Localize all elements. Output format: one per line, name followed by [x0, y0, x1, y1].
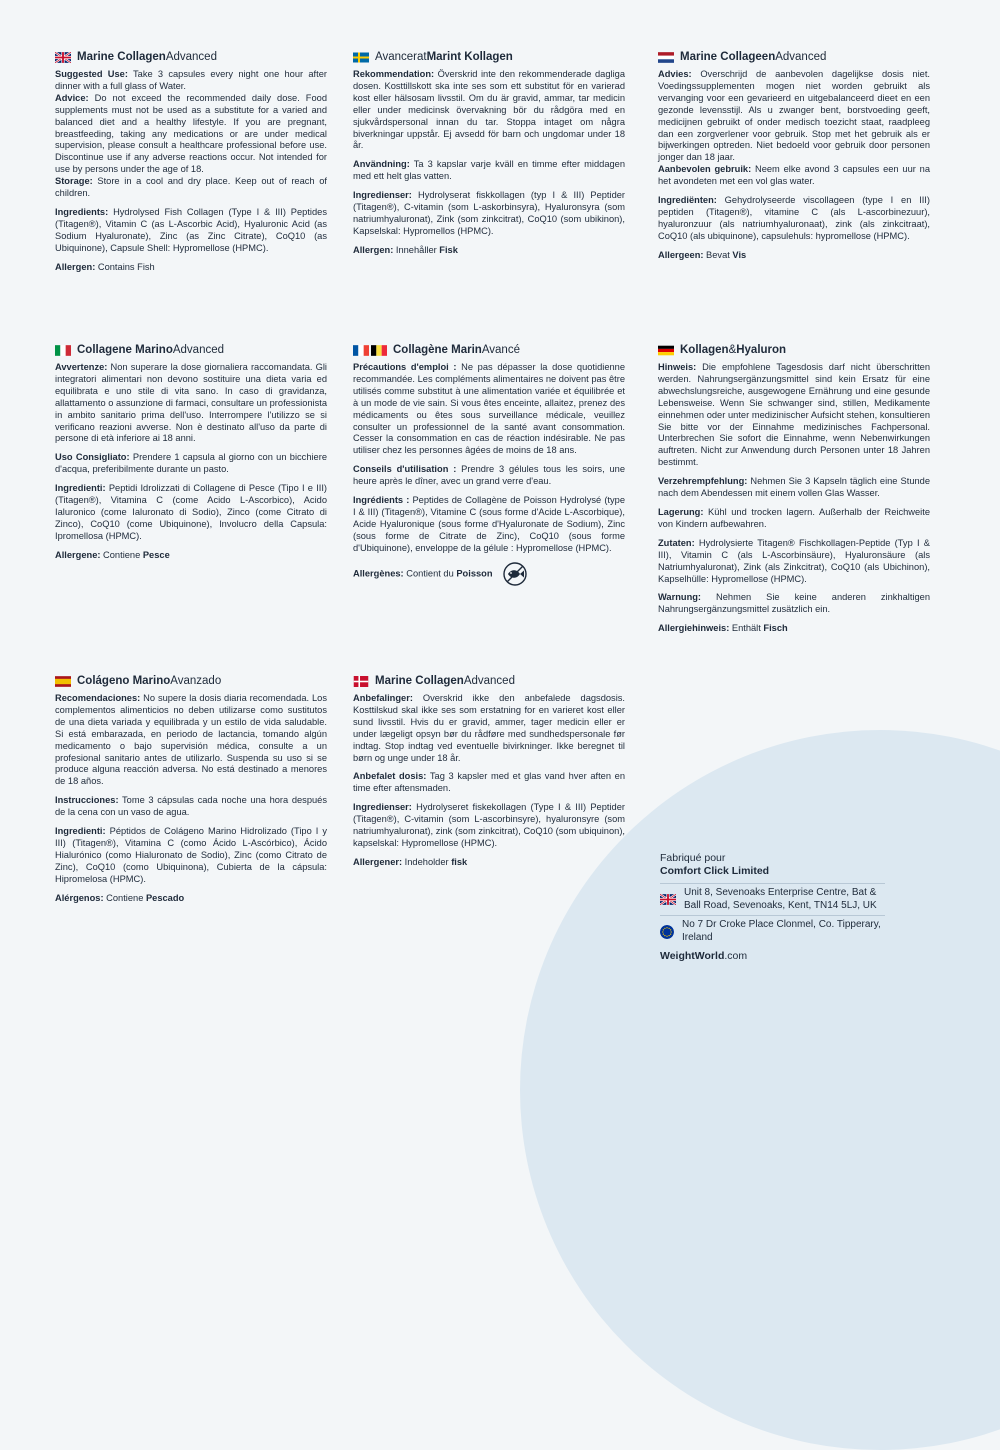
ingredients-text: Zutaten: Hydrolysierte Titagen® Fischkollagen-Peptide (Typ I & III), Vitamin C (als L-Ascorbinsäure), Hyaluronsäure (als Natriumhyaluronat), Zink (als Zinkcitrat), CoQ10 (als Ubichinon), Kapselhülle: Hypromellose (HPMC).	[658, 537, 930, 584]
ingredients-text: Ingredients: Hydrolysed Fish Collagen (Type I & III) Peptides (Titagen®), Vitamin C (as L-Ascorbic Acid), Hyaluronic Acid (as Sodium Hyaluronate), Zinc (as Zinc Citrate), CoQ10 (as Ubiquinone), Capsule Shell: Hypromellose (HPMC).	[55, 206, 327, 253]
germany-flag-icon	[658, 345, 674, 356]
usage-text: Uso Consigliato: Prendere 1 capsula al giorno con un bicchiere d'acqua, preferibilmente durante un pasto.	[55, 452, 327, 475]
card-dutch	[658, 51, 930, 269]
ingredients-text: Ingredienti: Péptidos de Colágeno Marino Hidrolizado (Tipo I y III) (Titagen®), Vitamina C (como Ácido L-Ascórbico), Ácido Hialurónico (como Hialuronato de Sodio), Zinc (como Citrato de Zinc), CoQ10 (como Ubiquinona), Cubierta de la cápsula: Hipromelosa (HPMC).	[55, 826, 327, 884]
usage-text: Aanbevolen gebruik: Neem elke avond 3 capsules een uur na het avondeten met een vol glas water.	[658, 164, 930, 187]
france-flag-icon	[353, 345, 369, 356]
card-french	[353, 344, 625, 593]
spain-flag-icon	[55, 676, 71, 687]
warning-text: Warnung: Nehmen Sie keine anderen zinkhaltigen Nahrungsergänzungsmittel zusätzlich ein.	[658, 592, 930, 615]
uk-address: Unit 8, Sevenoaks Enterprise Centre, Bat & Ball Road, Sevenoaks, Kent, TN14 5LJ, UK	[684, 887, 877, 911]
card-spanish	[55, 675, 327, 912]
manufacturer-address	[660, 852, 885, 963]
netherlands-flag-icon	[658, 52, 674, 63]
recommendations-text: Anbefalinger: Overskrid ikke den anbefalede dagsdosis. Kosttilskud skal ikke ses som erstatning for en varieret kost eller sund livsstil. Hvis du er gravid, ammer, tager medicin eller er under lægeligt opsyn bør du rådføre med sundhedspersonale før indtag. Stop indtag ved eventuelle bivirkninger. Ikke beregnet til børn og unge under 18 år.	[353, 693, 625, 763]
allergen-text: Allergeen: Bevat Vis	[658, 249, 747, 260]
recommendations-text: Recomendaciones: No supere la dosis diaria recomendada. Los complementos alimenticios no deben utilizarse como sustitutos de una dieta variada y equilibrada y un estilo de vida saludable. Si está embarazada, en periodo de lactancia, tomando algún medicamento o bajo supervisión médica, consulte a un profesional sanitario antes de utilizarlo. Suspenda su uso si se produce alguna reacción adversa. No está destinado a menores de 18 años.	[55, 693, 327, 787]
ingredients-text: Ingrédients : Peptides de Collagène de Poisson Hydrolysé (type I & III) (Titagen®), Vitamine C (sous forme d'Acide L-Ascorbique), Acide Hyaluronique (sous forme d'Hyaluronate de Sodium), Zinc (sous forme de Citrate de Zinc), CoQ10 (sous forme d'Ubiquinone), enveloppe de la gélule : Hypromellose (HPMC).	[353, 495, 625, 553]
allergen-text: Allergen: Innehåller Fisk	[353, 244, 458, 255]
allergen-text: Alérgenos: Contiene Pescado	[55, 892, 185, 903]
company-name: Comfort Click Limited	[660, 864, 770, 877]
ie-address: No 7 Dr Croke Place Clonmel, Co. Tipperary, Ireland	[682, 919, 881, 943]
usage-text: Instrucciones: Tome 3 cápsulas cada noche una hora después de la cena con un vaso de agua.	[55, 795, 327, 818]
uk-flag-icon	[55, 52, 71, 63]
advice-text: Advies: Overschrijd de aanbevolen dagelijkse dosis niet. Voedingssupplementen mogen niet worden gebruikt als vervanging voor een gevarieerd en uitgebalanceerd dieet en een gezonde levensstijl. Als u zwanger bent, borstvoeding geeft, medicijnen gebruikt of onder medisch toezicht staat, raadpleeg dan een zorgverlener voor gebruik. Stop met het gebruik als er bijwerkingen optreden. Niet bedoeld voor gebruik door personen jonger dan 18 jaar.	[658, 69, 930, 163]
website: WeightWorld.com	[660, 950, 748, 962]
card-swedish	[353, 51, 625, 264]
usage-text: Conseils d'utilisation : Prendre 3 gélules tous les soirs, une heure après le dîner, avec un grand verre d'eau.	[353, 464, 625, 487]
allergen-text: Allergiehinweis: Enthält Fisch	[658, 623, 788, 634]
usage-text: Verzehrempfehlung: Nehmen Sie 3 Kapseln täglich eine Stunde nach dem Abendessen mit einem vollen Glas Wasser.	[658, 476, 930, 499]
card-title: Marine Collagen Advanced	[55, 51, 327, 64]
storage-text: Lagerung: Kühl und trocken lagern. Außerhalb der Reichweite von Kindern aufbewahren.	[658, 506, 930, 529]
card-title: Collagène Marin Avancé	[353, 344, 625, 357]
italy-flag-icon	[55, 345, 71, 356]
made-for-label: Fabriqué pour	[660, 852, 726, 864]
precautions-text: Précautions d'emploi : Ne pas dépasser la dose quotidienne recommandée. Les compléments alimentaires ne doivent pas être utilisés comme substitut à une alimentation variée et équilibrée et à un mode de vie sain. Si vous êtes enceinte, allaitez, prenez des médicaments ou êtes sous surveillance médicale, veuillez consulter un professionnel de la santé avant consommation. Cesser la consommation en cas de réaction indésirable. Ne pas utiliser chez les personnes âgées de moins de 18 ans.	[353, 362, 625, 456]
usage-text: Användning: Ta 3 kapslar varje kväll en timme efter middagen med ett helt glas vatten.	[353, 159, 625, 182]
card-title: Colágeno Marino Avanzado	[55, 675, 327, 688]
fish-allergen-icon	[503, 562, 527, 586]
storage-text: Storage: Store in a cool and dry place. Keep out of reach of children.	[55, 176, 327, 199]
card-german	[658, 344, 930, 642]
card-title: Marine Collagen Advanced	[353, 675, 625, 688]
allergen-text: Allergener: Indeholder fisk	[353, 856, 468, 867]
card-title: Kollagen & Hyaluron	[658, 344, 930, 357]
ie-address-row	[660, 915, 885, 947]
notice-text: Hinweis: Die empfohlene Tagesdosis darf nicht überschritten werden. Nahrungsergänzungsmittel sind kein Ersatz für eine abwechslungsreiche, ausgewogene Ernährung und eine gesunde Lebensweise. Wenn Sie schwanger sind, stillen, Medikamente einnehmen oder unter medizinischer Aufsicht stehen, konsultieren Sie bitte vor der Einnahme medizinisches Fachpersonal. Unterbrechen Sie sofort die Einnahme, wenn Nebenwirkungen auftreten. Nicht zur Anwendung durch Personen unter 18 Jahren bestimmt.	[658, 362, 930, 468]
usage-text: Anbefalet dosis: Tag 3 kapsler med et glas vand hver aften en time efter aftensmaden.	[353, 771, 625, 794]
ingredients-text: Ingredienti: Peptidi Idrolizzati di Collagene di Pesce (Tipo I e III) (Titagen®), Vitamina C (come Acido L-Ascorbico), Acido Ialuronico (come Ialuronato di Sodio), Zinco (come Citrato di Zinco), CoQ10 (come Ubiquinone), Involucro della Capsula: Ipromellosa (HPMC).	[55, 483, 327, 541]
allergen-text: Allergen: Contains Fish	[55, 261, 155, 272]
recommendation-text: Rekommendation: Överskrid inte den rekommenderade dagliga dosen. Kosttillskott ska inte ses som ett substitut för en varierad kost eller hälsosam livsstil. Om du är gravid, ammar, tar medicin eller under medicinsk övervakning bör du rådgöra med en sjukvårdspersonal innan du tar. Stoppa intaget om några biverkningar uppstår. Ej avsedd för barn och ungdomar under 18 år.	[353, 69, 625, 151]
belgium-flag-icon	[371, 345, 387, 356]
card-title: Marine Collageen Advanced	[658, 51, 930, 64]
denmark-flag-icon	[353, 676, 369, 687]
ingredients-text: Ingredienser: Hydrolyseret fiskekollagen (Type I & III) Peptider (Titagen®), C-vitamin (som L-ascorbinsyre), hyaluronsyre (som natriumhyaluronat), zink (som zinkcitrat), CoQ10 (som ubiquinon), kapselskal: Hypromellose (HPMC).	[353, 802, 625, 848]
uk-flag-icon	[660, 894, 676, 905]
suggested-use-text: Suggested Use: Take 3 capsules every night one hour after dinner with a full glass of Water.	[55, 69, 327, 91]
allergen-text: Allergènes: Contient du Poisson	[353, 562, 625, 586]
card-italian	[55, 344, 327, 569]
card-title: Collagene Marino Advanced	[55, 344, 327, 357]
sweden-flag-icon	[353, 52, 369, 63]
card-english	[55, 51, 327, 281]
card-title: Avancerat Marint Kollagen	[353, 51, 625, 64]
ingredients-text: Ingredienser: Hydrolyserat fiskkollagen (typ I & III) Peptider (Titagen®), C-vitamin (som L-askorbinsyra), Hyaluronsyra (som natriumhyaluronat), Zink (som zinkcitrat), CoQ10 (som ubikinon), Kapselskal: Hypromellos (HPMC).	[353, 190, 625, 236]
uk-address-row	[660, 883, 885, 915]
eu-flag-icon	[660, 925, 674, 939]
card-danish	[353, 675, 625, 876]
warnings-text: Avvertenze: Non superare la dose giornaliera raccomandata. Gli integratori alimentari non devono sostituire una dieta varia ed equilibrata e uno stile di vita sano. In caso di gravidanza, allattamento o assunzione di farmaci, consultare un professionista in ambito sanitario prima dell'uso. Interrompere l'utilizzo se si verificano reazioni avverse. Non è destinato all'uso da parte di persone di età inferiore ai 18 anni.	[55, 362, 327, 444]
ingredients-text: Ingrediënten: Gehydrolyseerde viscollageen (type I en III) peptiden (Titagen®), vitamine C (als L-ascorbinezuur), hyaluronzuur (als natriumhyaluronaat), zink (als zinkcitraat), CoQ10 (als ubiquinone), capsulehuls: hypromellose (HPMC).	[658, 195, 930, 241]
advice-text: Advice: Do not exceed the recommended daily dose. Food supplements must not be used as a substitute for a varied and balanced diet and a healthy lifestyle. If you are pregnant, breastfeeding, taking any medications or are under medical supervision, please consult a healthcare professional before use. Discontinue use if any adverse reactions occur. Not intended for use by persons under the age of 18.	[55, 92, 327, 175]
allergen-text: Allergene: Contiene Pesce	[55, 549, 170, 560]
